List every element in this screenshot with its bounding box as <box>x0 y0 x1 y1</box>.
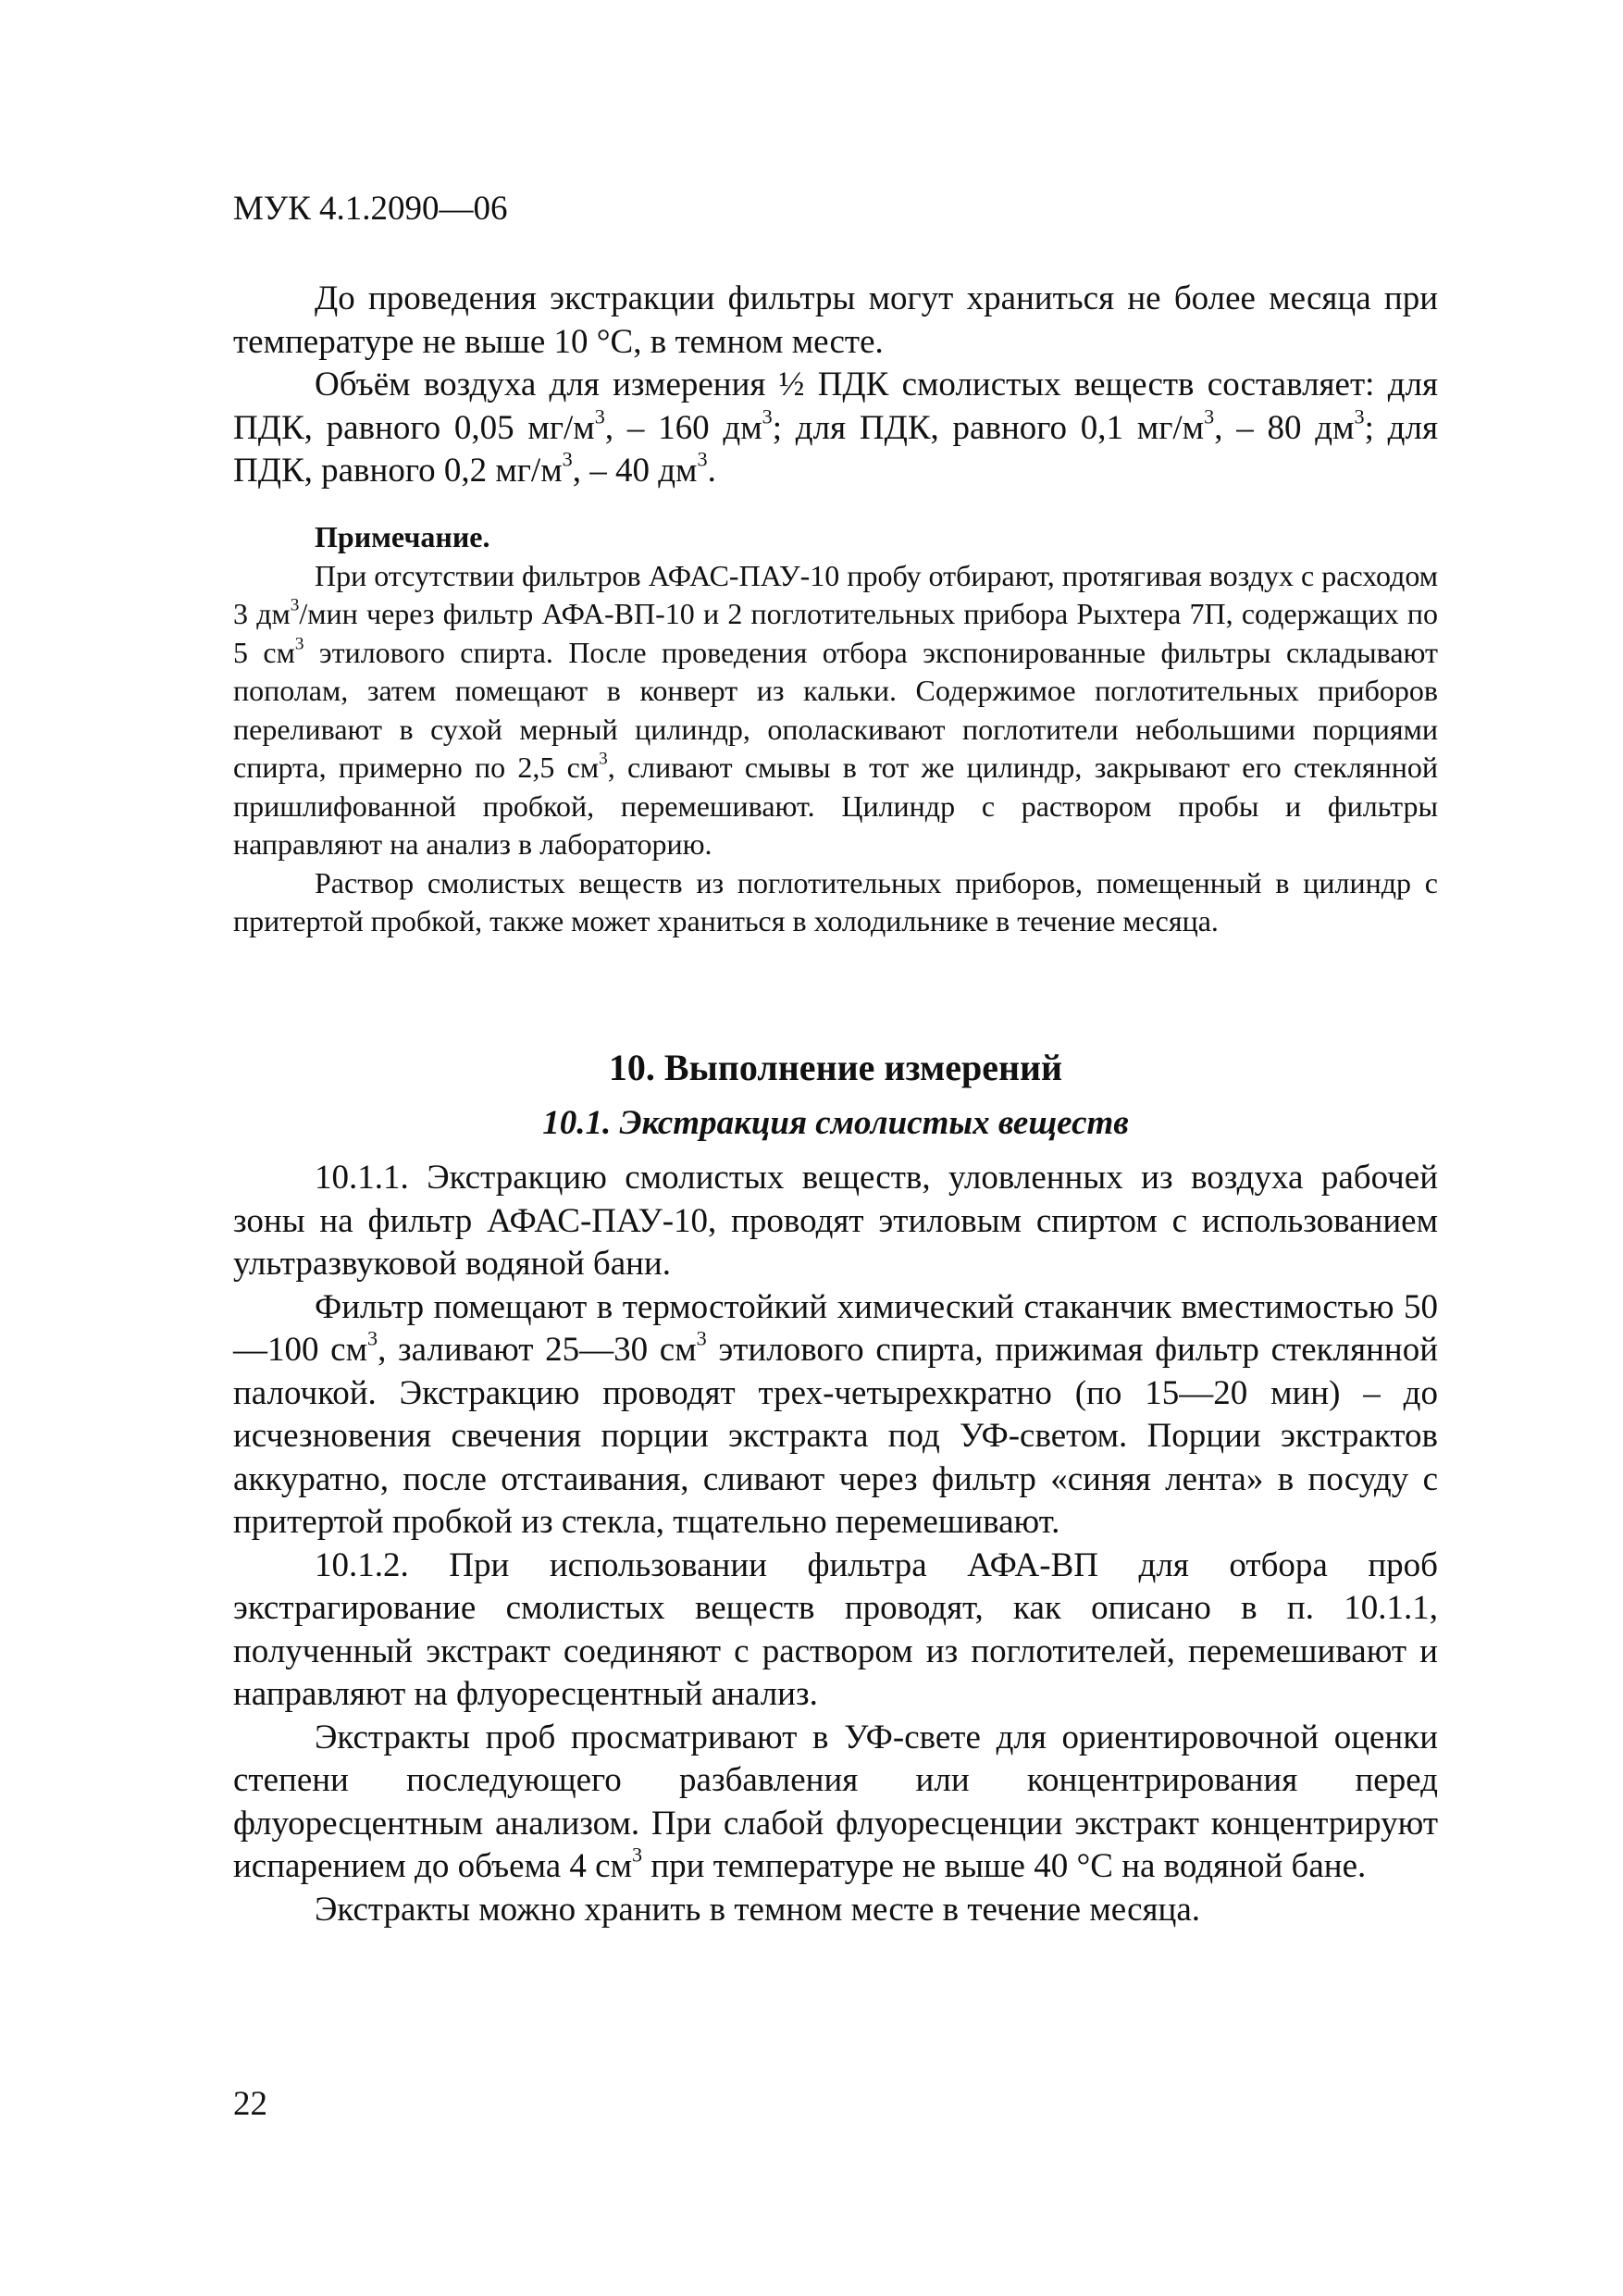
subsection-heading: 10.1. Экстракция смолистых веществ <box>542 1104 1129 1142</box>
paragraph-air-volume: Объём воздуха для измерения ½ ПДК смолистых веществ составляет: для ПДК, равного 0,05 $мг/м^3$, – 160 $дм^3$; для ПДК, равного 0,1 $мг/м^3$, – 80 $дм^3$; для ПДК, равного 0,2 $мг/м^3$, – 40 $дм^3$. <box>233 366 1438 490</box>
note-block <box>233 518 1438 941</box>
note-title: Примечание. <box>315 520 490 553</box>
note-paragraph-sampling: При отсутствии фильтров АФАС-ПАУ-10 пробу отбирают, протягивая воздух с расходом 3 $дм^3$/мин через фильтр АФА-ВП-10 и 2 поглотительных прибора Рыхтера 7П, содержащих по 5 $см^3$ этилового спирта. После проведения отбора экспонированные фильтры складывают пополам, затем помещают в конверт из кальки. Содержимое поглотительных приборов переливают в сухой мерный цилиндр, ополаскивают поглотители небольшими порциями спирта, примерно по 2,5 $см^3$, сливают смывы в тот же цилиндр, закрывают его стеклянной пришлифованной пробкой, перемешивают. Цилиндр с раствором пробы и фильтры направляют на анализ в лабораторию. <box>233 558 1439 861</box>
note-paragraph-storage: Раствор смолистых веществ из поглотительных приборов, помещенный в цилиндр с притертой пробкой, также может храниться в холодильнике в течение месяца. <box>233 865 1438 937</box>
top-text-block <box>233 278 1438 493</box>
document-code-header: МУК 4.1.2090—06 <box>233 190 508 228</box>
paragraph-extract-storage: Экстракты можно хранить в темном месте в течение месяца. <box>315 1890 1201 1929</box>
paragraph-uv-inspection: Экстракты проб просматривают в УФ-свете для ориентировочной оценки степени последующего разбавления или концентрирования перед флуоресцентным анализом. При слабой флуоресценции экстракт концентрируют испарением до объема 4 $см^3$ при температуре не выше 40 °С на водяной бане. <box>233 1718 1438 1885</box>
paragraph-10-1-1: 10.1.1. Экстракцию смолистых веществ, уловленных из воздуха рабочей зоны на фильтр АФАС-ПАУ-10, проводят этиловым спиртом с использованием ультразвуковой водяной бани. <box>233 1159 1438 1283</box>
section-heading: 10. Выполнение измерений <box>608 1047 1063 1088</box>
paragraph-filter-extraction: Фильтр помещают в термостойкий химический стаканчик вместимостью 50—100 $см^3$, заливают 25—30 $см^3$ этилового спирта, прижимая фильтр стеклянной палочкой. Экстракцию проводят трех-четырехкратно (по 15—20 мин) – до исчезновения свечения порции экстракта под УФ-светом. Порции экстрактов аккуратно, после отстаивания, сливают через фильтр «синяя лента» в посуду с притертой пробкой из стекла, тщательно перемешивают. <box>233 1287 1438 1541</box>
paragraph-10-1-2: 10.1.2. При использовании фильтра АФА-ВП для отбора проб экстрагирование смолистых веществ проводят, как описано в п. 10.1.1, полученный экстракт соединяют с раствором из поглотителей, перемешивают и направляют на флуоресцентный анализ. <box>233 1545 1438 1713</box>
page-number: 22 <box>233 2085 267 2123</box>
main-text-block <box>233 1157 1438 1931</box>
paragraph-filter-storage: До проведения экстракции фильтры могут храниться не более месяца при температуре не выше 10 °С, в темном месте. <box>233 279 1438 361</box>
